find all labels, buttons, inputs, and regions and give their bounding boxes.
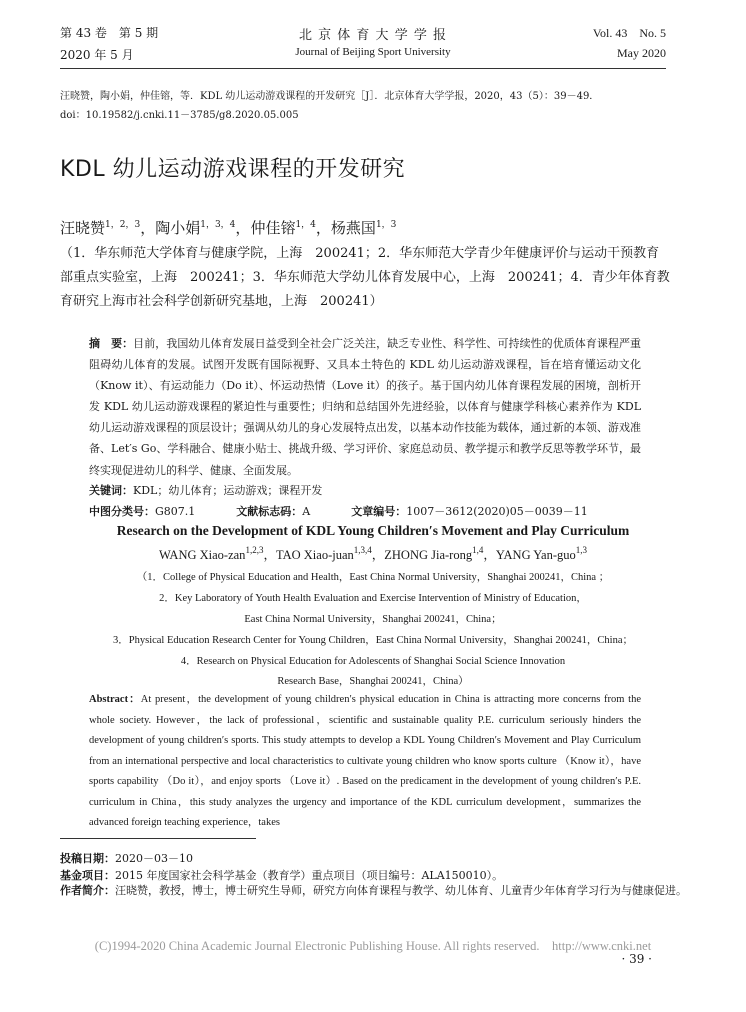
author-affiliation-mark: 1,2,3: [245, 545, 264, 555]
footnote-received: [60, 850, 193, 866]
keywords-label: 关键词：: [89, 484, 133, 497]
author-bio-label: 作者简介：: [60, 884, 115, 897]
header-volume-en: Vol. 43 No. 5: [592, 26, 666, 40]
classification-line: [89, 503, 588, 519]
clc-value: G807.1: [155, 505, 196, 518]
clc-label: 中图分类号：: [89, 505, 155, 518]
author-affiliation-mark: 1,3: [575, 545, 587, 555]
author-name: 陶小娟: [155, 219, 201, 237]
received-date: 2020－03－10: [115, 852, 193, 865]
copyright-notice: (C)1994-2020 China Academic Journal Electronic Publishing House. All rights reserved. http://www.cnki.net: [94, 939, 652, 953]
author-affiliation-mark: 1，4: [295, 220, 316, 230]
affiliation-en-4-cont: Research Base，Shanghai 200241，China）: [277, 676, 469, 687]
received-label: 投稿日期：: [60, 852, 115, 865]
header-date-en: May 2020: [617, 46, 666, 60]
abstract-cn-text: 目前，我国幼儿体育发展日益受到全社会广泛关注，缺乏专业性、科学性、可持续性的优质体育课程严重阻碍幼儿体育的发展。试图开发既有国际视野、又具本土特色的 KDL 幼儿运动游戏课程，旨在培育懂运动文化（Know it）、有运动能力（Do it）、怀运动热情（Love it）的孩子。基于国内幼儿体育课程发展的困境，剖析开发 KDL 幼儿运动游戏课程的紧迫性与重要性；归纳和总结国外先进经验，以体育与健康学科核心素养作为 KDL 幼儿运动游戏课程的顶层设计；强调从幼儿的身心发展特点出发，以基本动作技能为载体，通过新的本领、游戏准备、Let′s Go、学科融合、健康小贴士、挑战升级、学习评价、家庭总动员、教学提示和教学反思等教学环节，最终实现促进幼儿的科学、健康、全面发展。: [89, 337, 642, 477]
header-volume-cn: 第 43 卷 第 5 期: [60, 26, 159, 40]
citation-line-1: 汪晓赞，陶小娟，仲佳镕，等．KDL 幼儿运动游戏课程的开发研究［J］．北京体育大学学报，2020，43（5）：39－49．: [60, 91, 600, 102]
article-number-label: 文章编号：: [351, 505, 407, 518]
author-name: 杨燕国: [330, 219, 376, 237]
abstract-en-label: Abstract：: [89, 694, 141, 705]
authors-en: [0, 545, 746, 563]
author-name: 仲佳镕: [250, 219, 296, 237]
author-name: 汪晓赞: [60, 219, 106, 237]
keywords-text: KDL；幼儿体育；运动游戏；课程开发: [133, 484, 323, 497]
abstract-cn: [89, 333, 641, 481]
author-separator: ，: [140, 219, 156, 237]
author-separator: ，: [483, 548, 496, 562]
footnote-rule: [60, 838, 256, 839]
author-bio-text: 汪晓赞，教授，博士，博士研究生导师，研究方向体育课程与教学、幼儿体育、儿童青少年体育学习行为与健康促进。: [115, 884, 687, 897]
author-separator: ，: [371, 548, 385, 562]
affiliation-en-2-cont: East China Normal University，Shanghai 200241，China；: [244, 614, 502, 625]
author-separator: ，: [263, 548, 276, 562]
abstract-en-text: At present，the development of young children′s physical education in China is attracting more concerns from the whole society. However，the lack of professional，scientific and sustainable quality P.E. curriculum seriously hinders the development of young children′s sports. This study attempts to develop a KDL Young Children′s Movement and Play Curriculum from an international perspective and local characteristics to cultivate young children who know sports culture （Know it），have sports capability （Do it），and enjoy sports （Love it）. Based on the predicament in the development of young children′s P.E. curriculum in China，this study analyzes the urgency and importance of the KDL curriculum development，summarizes the advanced foreign teaching experience，takes: [89, 694, 641, 828]
header-rule: [60, 68, 666, 69]
author-name-en: ZHONG Jia-rong: [384, 548, 473, 562]
author-name-en: TAO Xiao-juan: [275, 548, 354, 562]
header-date-cn: 2020 年 5 月: [60, 48, 134, 62]
affiliation-en-3: 3．Physical Education Research Center for Young Children，East China Normal University，Shanghai 200241，China；: [113, 635, 633, 646]
affiliation-en-4: 4．Research on Physical Education for Adolescents of Shanghai Social Science Innovation: [180, 656, 566, 667]
page-title: KDL 幼儿运动游戏课程的开发研究: [60, 157, 406, 182]
page-number: · 39 ·: [621, 952, 652, 966]
fund-label: 基金项目：: [60, 869, 115, 882]
header-journal-en: Journal of Beijing Sport University: [295, 46, 451, 58]
author-name-en: YANG Yan-guo: [495, 548, 576, 562]
abstract-cn-label: 摘 要：: [89, 337, 134, 350]
author-affiliation-mark: 1，3: [375, 220, 397, 230]
footnote-fund: [60, 867, 503, 883]
affiliation-en-2: 2．Key Laboratory of Youth Health Evaluation and Exercise Intervention of Ministry of Education，: [159, 593, 587, 604]
doc-code-label: 文献标志码：: [236, 505, 303, 518]
header-journal-cn: 北 京 体 育 大 学 学 报: [299, 28, 447, 43]
author-affiliation-mark: 1，2，3: [105, 220, 141, 230]
article-number-value: 1007－3612(2020)05－0039－11: [406, 505, 588, 518]
author-name-en: WANG Xiao-zan: [159, 548, 246, 562]
fund-text: 2015 年度国家社会科学基金（教育学）重点项目（项目编号：ALA150010）。: [115, 869, 504, 882]
author-affiliation-mark: 1,4: [472, 545, 484, 555]
author-separator: ，: [315, 219, 331, 237]
affiliation-en-1: （1．College of Physical Education and Health，East China Normal University，Shanghai 200241，China ；: [136, 572, 610, 583]
authors-cn: [60, 217, 396, 238]
author-affiliation-mark: 1,3,4: [353, 545, 372, 555]
keywords-cn: [89, 482, 322, 498]
author-separator: ，: [235, 219, 251, 237]
english-title: Research on the Development of KDL Young Children′s Movement and Play Curriculum: [116, 523, 630, 538]
citation-doi: doi：10.19582/j.cnki.11－3785/g8.2020.05.005: [60, 110, 299, 121]
abstract-en: [89, 690, 641, 834]
affiliations-cn: （1．华东师范大学体育与健康学院，上海 200241；2．华东师范大学青少年健康评价与运动干预教育部重点实验室，上海 200241；3．华东师范大学幼儿体育发展中心，上海 200241；4．青少年体育教育研究上海市社会科学创新研究基地，上海 200241）: [60, 246, 670, 309]
doc-code-value: A: [302, 505, 311, 518]
footnote-author: [60, 882, 725, 900]
author-affiliation-mark: 1，3，4: [200, 220, 236, 230]
